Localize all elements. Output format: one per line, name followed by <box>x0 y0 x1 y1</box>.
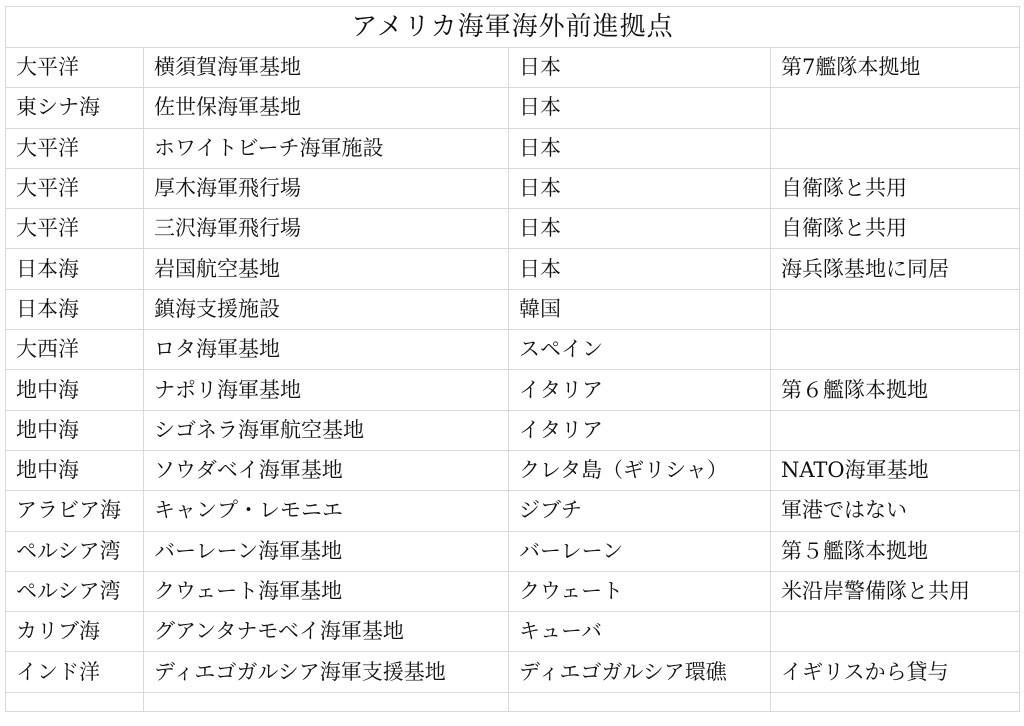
country-cell[interactable]: クウェート <box>509 571 771 611</box>
region-cell[interactable]: 地中海 <box>6 450 144 490</box>
table-row <box>6 289 1020 329</box>
note-cell[interactable] <box>771 88 1020 128</box>
country-cell[interactable]: 日本 <box>509 249 771 289</box>
note-cell[interactable]: 第５艦隊本拠地 <box>771 531 1020 571</box>
region-cell[interactable]: 地中海 <box>6 410 144 450</box>
table-row <box>6 249 1020 289</box>
bases-table <box>5 6 1020 712</box>
country-cell[interactable]: クレタ島（ギリシャ） <box>509 450 771 490</box>
table-title[interactable]: アメリカ海軍海外前進拠点 <box>6 7 1020 48</box>
table-row <box>6 168 1020 208</box>
note-cell[interactable] <box>771 128 1020 168</box>
country-cell[interactable]: スペイン <box>509 330 771 370</box>
base-cell[interactable]: シゴネラ海軍航空基地 <box>144 410 509 450</box>
note-cell[interactable]: 自衛隊と共用 <box>771 168 1020 208</box>
country-cell[interactable]: 日本 <box>509 88 771 128</box>
empty-cell[interactable] <box>144 692 509 711</box>
region-cell[interactable]: 大西洋 <box>6 330 144 370</box>
note-cell[interactable] <box>771 410 1020 450</box>
region-cell[interactable]: アラビア海 <box>6 491 144 531</box>
note-cell[interactable]: 軍港ではない <box>771 491 1020 531</box>
country-cell[interactable]: 日本 <box>509 48 771 88</box>
region-cell[interactable]: 大平洋 <box>6 128 144 168</box>
region-cell[interactable]: 日本海 <box>6 249 144 289</box>
table-row <box>6 652 1020 692</box>
base-cell[interactable]: ナポリ海軍基地 <box>144 370 509 410</box>
region-cell[interactable]: 大平洋 <box>6 48 144 88</box>
table-row <box>6 450 1020 490</box>
table-row <box>6 531 1020 571</box>
empty-cell[interactable] <box>509 692 771 711</box>
region-cell[interactable]: 大平洋 <box>6 168 144 208</box>
base-cell[interactable]: バーレーン海軍基地 <box>144 531 509 571</box>
country-cell[interactable]: イタリア <box>509 370 771 410</box>
table-row <box>6 370 1020 410</box>
table-row <box>6 612 1020 652</box>
base-cell[interactable]: 鎮海支援施設 <box>144 289 509 329</box>
note-cell[interactable]: 第６艦隊本拠地 <box>771 370 1020 410</box>
base-cell[interactable]: ロタ海軍基地 <box>144 330 509 370</box>
base-cell[interactable]: グアンタナモベイ海軍基地 <box>144 612 509 652</box>
note-cell[interactable]: 第7艦隊本拠地 <box>771 48 1020 88</box>
country-cell[interactable]: ディエゴガルシア環礁 <box>509 652 771 692</box>
base-cell[interactable]: ディエゴガルシア海軍支援基地 <box>144 652 509 692</box>
table-row <box>6 128 1020 168</box>
note-cell[interactable] <box>771 289 1020 329</box>
note-cell[interactable] <box>771 330 1020 370</box>
region-cell[interactable]: ペルシア湾 <box>6 531 144 571</box>
country-cell[interactable]: イタリア <box>509 410 771 450</box>
region-cell[interactable]: 地中海 <box>6 370 144 410</box>
region-cell[interactable]: カリブ海 <box>6 612 144 652</box>
base-cell[interactable]: 横須賀海軍基地 <box>144 48 509 88</box>
base-cell[interactable]: ホワイトビーチ海軍施設 <box>144 128 509 168</box>
base-cell[interactable]: 厚木海軍飛行場 <box>144 168 509 208</box>
country-cell[interactable]: ジブチ <box>509 491 771 531</box>
note-cell[interactable]: イギリスから貸与 <box>771 652 1020 692</box>
title-row <box>6 7 1020 48</box>
country-cell[interactable]: 日本 <box>509 209 771 249</box>
empty-row <box>6 692 1020 711</box>
table-row <box>6 330 1020 370</box>
table-row <box>6 88 1020 128</box>
empty-cell[interactable] <box>771 692 1020 711</box>
base-cell[interactable]: キャンプ・レモニエ <box>144 491 509 531</box>
region-cell[interactable]: ペルシア湾 <box>6 571 144 611</box>
base-cell[interactable]: 岩国航空基地 <box>144 249 509 289</box>
base-cell[interactable]: 佐世保海軍基地 <box>144 88 509 128</box>
table-row <box>6 48 1020 88</box>
table-row <box>6 491 1020 531</box>
country-cell[interactable]: 日本 <box>509 168 771 208</box>
note-cell[interactable]: NATO海軍基地 <box>771 450 1020 490</box>
region-cell[interactable]: インド洋 <box>6 652 144 692</box>
country-cell[interactable]: キューバ <box>509 612 771 652</box>
base-cell[interactable]: ソウダベイ海軍基地 <box>144 450 509 490</box>
note-cell[interactable]: 米沿岸警備隊と共用 <box>771 571 1020 611</box>
country-cell[interactable]: 韓国 <box>509 289 771 329</box>
note-cell[interactable]: 海兵隊基地に同居 <box>771 249 1020 289</box>
empty-cell[interactable] <box>6 692 144 711</box>
region-cell[interactable]: 日本海 <box>6 289 144 329</box>
table-row <box>6 410 1020 450</box>
base-cell[interactable]: クウェート海軍基地 <box>144 571 509 611</box>
region-cell[interactable]: 大平洋 <box>6 209 144 249</box>
note-cell[interactable]: 自衛隊と共用 <box>771 209 1020 249</box>
country-cell[interactable]: 日本 <box>509 128 771 168</box>
table-row <box>6 209 1020 249</box>
table-row <box>6 571 1020 611</box>
note-cell[interactable] <box>771 612 1020 652</box>
region-cell[interactable]: 東シナ海 <box>6 88 144 128</box>
country-cell[interactable]: バーレーン <box>509 531 771 571</box>
base-cell[interactable]: 三沢海軍飛行場 <box>144 209 509 249</box>
